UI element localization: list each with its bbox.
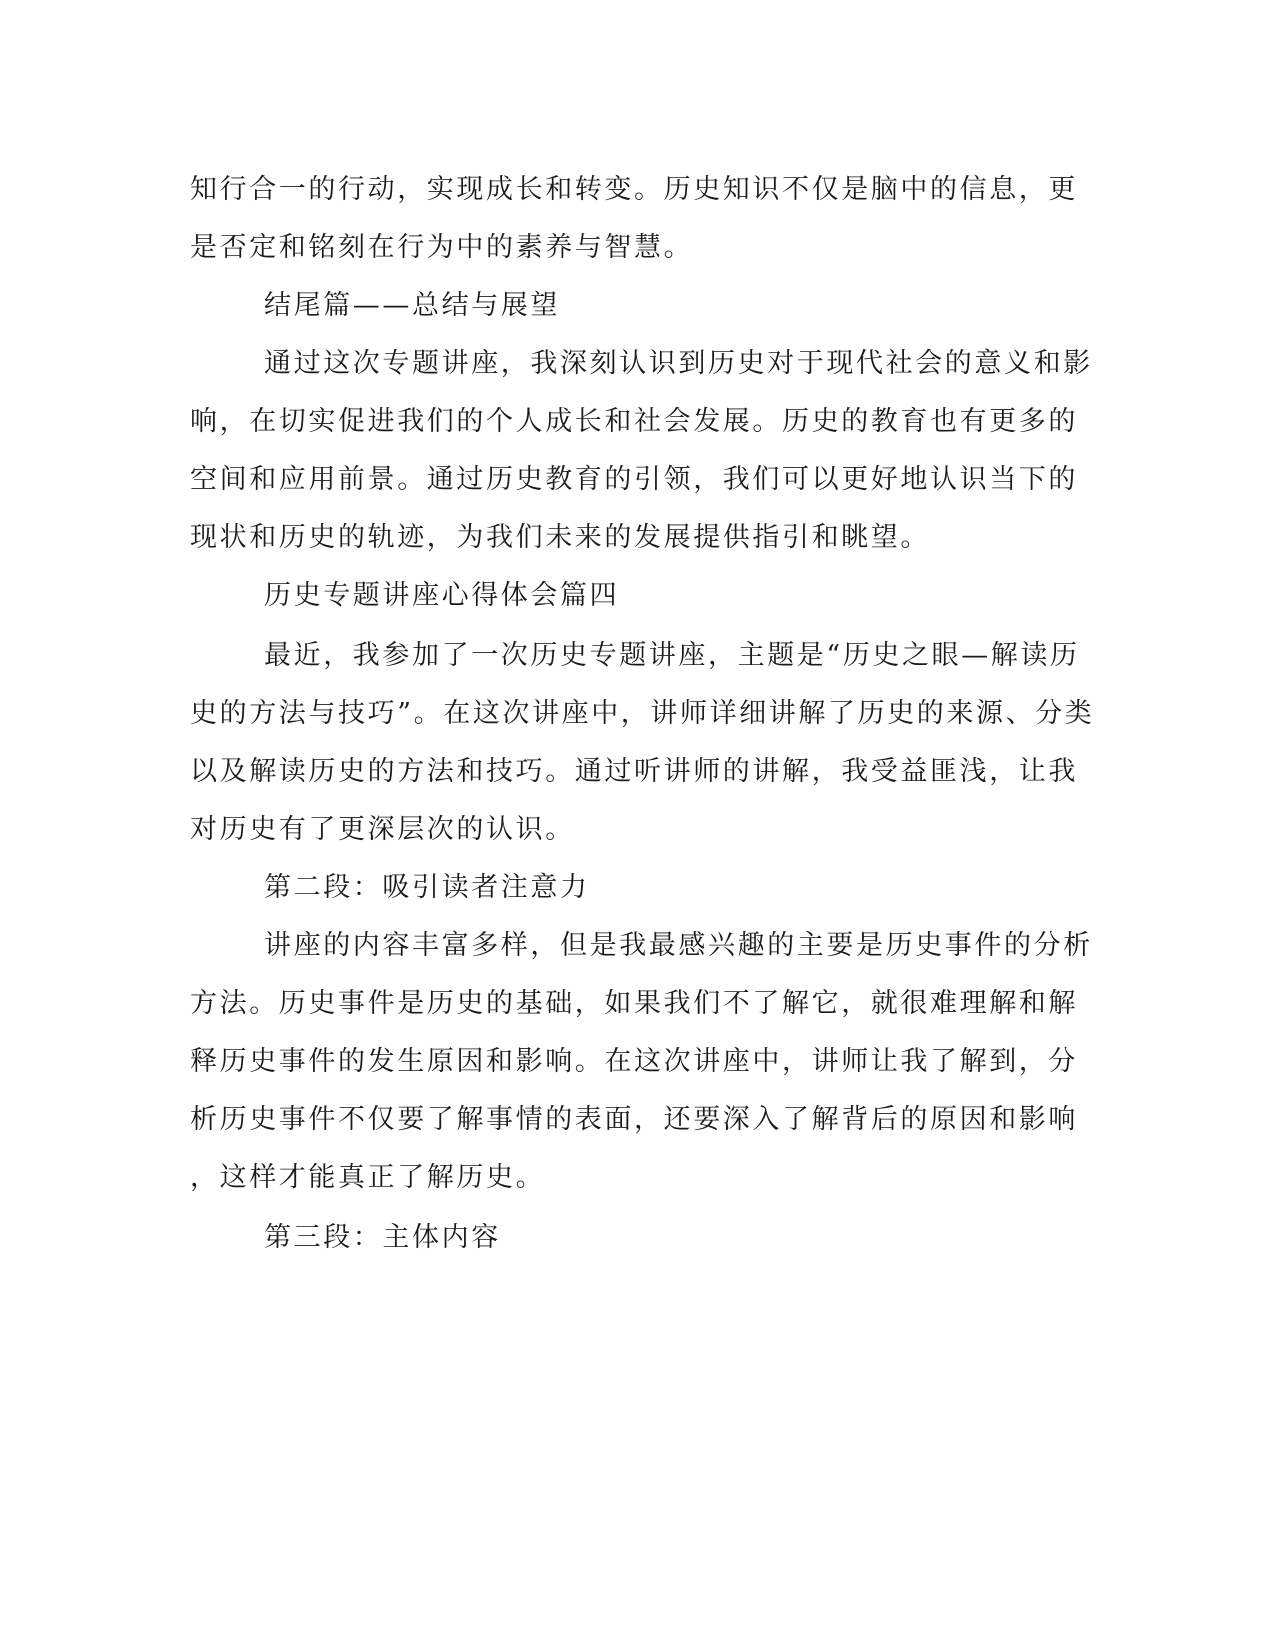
section-heading: 结尾篇——总结与展望 [264, 290, 560, 321]
body-text-line: 史的方法与技巧”。在这次讲座中，讲师详细讲解了历史的来源、分类 [190, 698, 1095, 729]
body-text-line: 空间和应用前景。通过历史教育的引领，我们可以更好地认识当下的 [190, 464, 1078, 495]
body-text-line: 响，在切实促进我们的个人成长和社会发展。历史的教育也有更多的 [190, 406, 1078, 437]
body-text-line: 方法。历史事件是历史的基础，如果我们不了解它，就很难理解和解 [190, 988, 1078, 1019]
article-title: 历史专题讲座心得体会篇四 [264, 580, 620, 611]
body-text-line: 是否定和铭刻在行为中的素养与智慧。 [190, 232, 694, 263]
section-heading: 第三段：主体内容 [264, 1222, 501, 1253]
body-text-line: 释历史事件的发生原因和影响。在这次讲座中，讲师让我了解到，分 [190, 1046, 1078, 1077]
body-text-line: 现状和历史的轨迹，为我们未来的发展提供指引和眺望。 [190, 522, 930, 553]
body-text-line: 以及解读历史的方法和技巧。通过听讲师的讲解，我受益匪浅，让我 [190, 756, 1078, 787]
paragraph-first-line: 讲座的内容丰富多样，但是我最感兴趣的主要是历史事件的分析 [264, 930, 1093, 961]
section-heading: 第二段：吸引读者注意力 [264, 872, 590, 903]
body-text-line: 知行合一的行动，实现成长和转变。历史知识不仅是脑中的信息，更 [190, 174, 1078, 205]
paragraph-first-line: 通过这次专题讲座，我深刻认识到历史对于现代社会的意义和影 [264, 348, 1093, 379]
body-text-line: 析历史事件不仅要了解事情的表面，还要深入了解背后的原因和影响 [190, 1104, 1078, 1135]
body-text-line: ，这样才能真正了解历史。 [190, 1162, 546, 1193]
paragraph-first-line: 最近，我参加了一次历史专题讲座，主题是“历史之眼—解读历 [264, 640, 1080, 671]
body-text-line: 对历史有了更深层次的认识。 [190, 814, 575, 845]
